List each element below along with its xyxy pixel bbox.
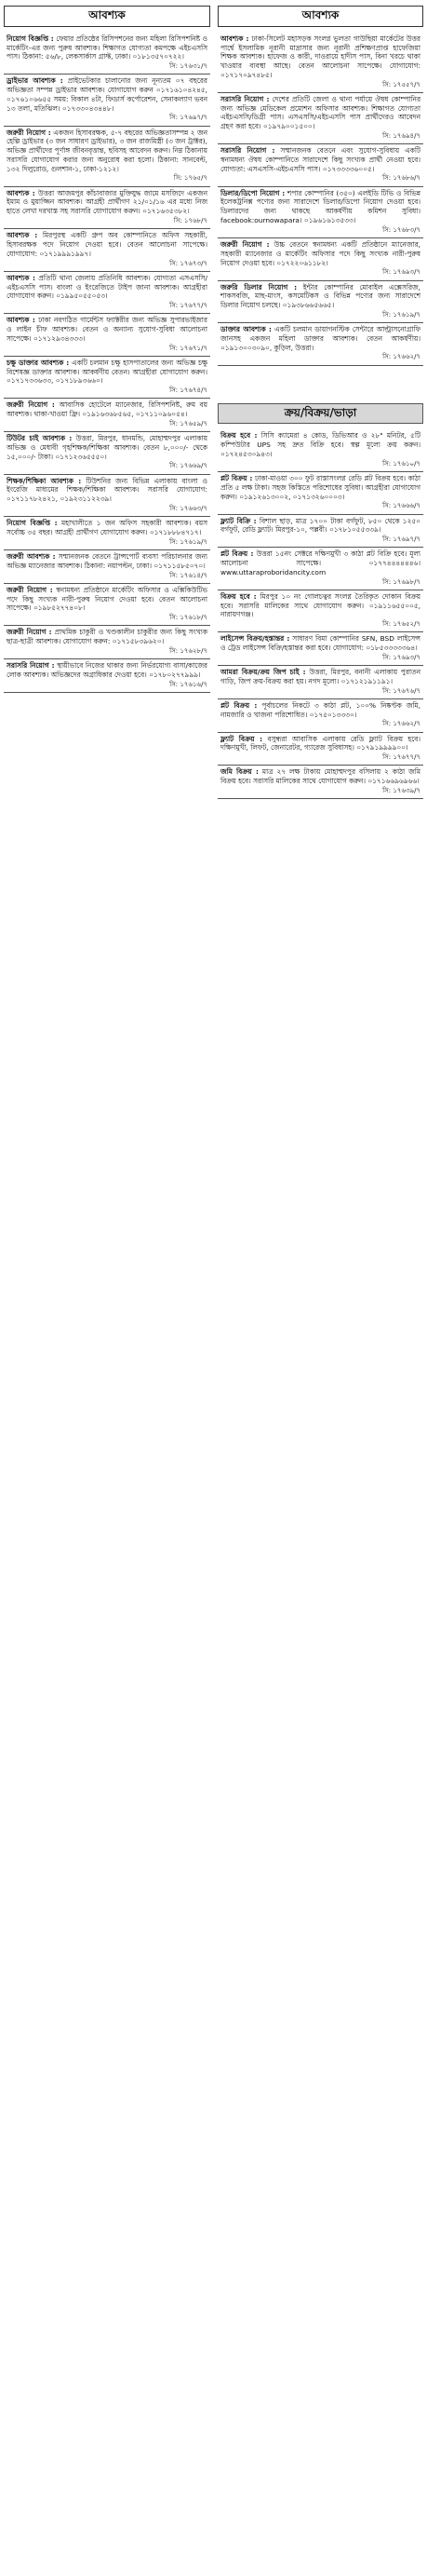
ad-code: সি: ১৭৬৭৬/৭ [382, 686, 420, 695]
ad-heading: আবশ্যক : [220, 34, 249, 43]
left-column [4, 6, 210, 2570]
ad-code: সি: ১৭৬৯৩/৭ [382, 268, 420, 277]
ad-code: সি: ১৭৬৭৩/৭ [169, 259, 207, 267]
ad-code: সি: ১৭৬১৬/৭ [169, 680, 207, 688]
ad-body: মাত্র ২৭ লক্ষ টাকায় মোহাম্মদপুর বসিলায় ২ কাঠা জমি বিক্রয় হবে। সরাসরি মালিকের সাথে যোগাযোগ করুন। ০১৭১৬৬৯৬৯৬৬। [220, 767, 420, 786]
ad-body: টিউশনির জন্য বিভিন্ন এলাকায় বাংলা ও ইংরেজি মাধ্যমের শিক্ষক/শিক্ষিকা আবশ্যক। সরাসরি যোগাযোগ: ০১৭১১৭৮২৪২১, ০১৯২৩১১২২৩৯। [7, 476, 207, 504]
ad-heading: জরুরী আবশ্যক : [7, 551, 56, 561]
ad-heading: আমরা বিক্রয়/ক্রয় জিপ চাই : [220, 668, 306, 677]
ad-heading: প্লট বিক্রয় : [220, 700, 258, 710]
ad-code: সি: ১৭৬৬৯/৭ [169, 462, 207, 470]
ad-body: ইন্টার কোম্পানির মোবাইল এক্সেসরিজ, শাকসবজি, মাছ-মাংস, কসমেটিকস ও বিভিন্ন পণ্যের জন্য সারাদেশে ডিলার নিয়োগ চলছে। ০১৯৩৮৬৬৫৬৬৫। [220, 282, 420, 310]
ad-code: সি: ১৭৬৭১/৭ [169, 344, 207, 352]
ad-body: মহাখালীতে ১ জন অফিস সহকারী আবশ্যক। বয়স সর্বোচ্চ ৩৫ বছর। আগ্রহী প্রার্থীগণ যোগাযোগ করুন। ০১৭১৮৮৮৪৭১৭। [7, 519, 207, 536]
ad-body: মিরপুরস্থ একটি গ্রুপ অব কোম্পানিতে অফিস সহকারী, হিসাবরক্ষক পদে নিয়োগ দেওয়া হবে। বেতন আলোচনা সাপেক্ষে। যোগাযোগ: ০১৭১৯৯৯১৯৯৭। [7, 231, 207, 258]
ad-heading: চক্ষু ডাক্তার আবশ্যক : [7, 358, 70, 367]
ad-code: সি: ১৭৬৮৬/৭ [382, 174, 420, 183]
ad-list-left [4, 33, 210, 693]
ad-code: সি: ১৭৬৫২/৭ [382, 620, 420, 629]
classified-ad [4, 33, 210, 75]
ad-body: উচ্চ বেতনে স্বনামধন্য একটি প্রতিষ্ঠানে ম্যানেজার, সহকারী ম্যানেজার ও মার্কেটিং অফিসার পদে কিছু সংখ্যক নারী-পুরুষ নিয়োগ দেওয়া হবে। ০১৭২২০৬১১৮২। [220, 240, 420, 267]
ad-heading: নিয়োগ বিজ্ঞপ্তি : [7, 519, 58, 528]
ad-heading: জরুরী নিয়োগ : [220, 240, 270, 250]
ad-code: সি: ১৭৬৫/৭ [173, 174, 207, 183]
ad-body: ঢাকা-সিলেট মহাসড়ক সংলগ্ন ভুলতা গাউছিয়া মার্কেটের উত্তর পার্শ্বে ইসলামিক নূরানী মাদ্রাসার জন্য নূরানী প্রশিক্ষণপ্রাপ্ত হাফেজিয়া শিক্ষক আবশ্যক। হাফেজ ও কারী, দাওরায়ে হাদীস পাস, বিনা খরচে থাকা খাওয়ার ব্যবস্থা আছে। বেতন আলোচনা সাপেক্ষে। যোগাযোগ: ০১৭১৭০৯৭৪৮৫। [220, 34, 421, 79]
classified-ad [4, 399, 210, 432]
classified-ad [218, 515, 423, 549]
ad-body: দেশের প্রতিটি জেলা ও থানা পর্যায়ে ঔষধ কোম্পানির জন্য অভিজ্ঞ মেডিকেল প্রমোশন অফিসার আবশ্যক। শিক্ষাগত যোগ্যতা এইচএসসি/ডিগ্রী পাস। এসএসসি/এইচএসসি পাস প্রার্থীদেরও আবেদন গ্রহণ করা হবে। ০১৯৭৯০০১৫০০। [220, 94, 421, 131]
ad-code: সি: ১৭৬৭৭/৭ [169, 302, 207, 310]
ad-body: ঢাকা নবগঠিত গার্মেন্টস ফ্যাক্টরীর জন্য অভিজ্ঞ সুপারভাইজার ও লাইন চীফ আবশ্যক। বেতন ও অন্যান্য সুযোগ-সুবিধা আলোচনা সাপেক্ষে। ০১৭১২৯৩৪৩৩৩। [7, 316, 207, 343]
ad-body: মিরপুর ১০ নং গোলচত্বর সংলগ্ন তৈরিকৃত দোকান বিক্রয় হবে। সরাসরি মালিকের সাথে যোগাযোগ করুন। ০১৯১১৬৫৫০০৫, নারায়ণগঞ্জ। [220, 591, 420, 619]
ad-code: সি: ১৭৬৯৭/৭ [169, 114, 207, 122]
ad-body: একটি চলমান ডায়াগনস্টিক সেন্টারে আল্ট্রাসনোগ্রাফি জানসহ একজন মহিলা ডাক্তার আবশ্যক। বেতন আকর্ষণীয়। ০১৯১৩০০৩০৯০, কুড়িল, উত্তরা। [220, 325, 420, 352]
classified-ad [218, 472, 423, 515]
classified-ad [218, 429, 423, 472]
classified-ad [218, 548, 423, 590]
ad-body: সম্মানজনক বেতনে এবং সুযোগ-সুবিধায় একটি স্বনামধন্য ঔষধ কোম্পানিতে সারাদেশে কিছু সংখ্যক প্রার্থী নেওয়া হবে। যোগ্যতা: এসএসসি-এইচএসসি পাস। ০১৭৩৩৩৩৬০০৫। [220, 146, 420, 173]
ad-heading: টিউটর চাই আবশ্যক : [7, 434, 73, 443]
ad-body: ঢাকা-মাওয়া ৩০০ ফুট রাস্তাসংলগ্ন রেডি প্লট বিক্রয় হবে। কাঠা প্রতি ৫ লক্ষ টাকা। সহজ কিস্তিতে পরিশোধের সুবিধা। আগ্রহীরা যোগাযোগ করুন। ০১৯১২৬১৩০০২, ০১৭১৩২৬০০০৩। [220, 473, 420, 501]
ad-heading: সরাসরি নিয়োগ : [7, 661, 55, 671]
ad-heading: লাইসেন্স বিক্রয়/হস্তান্তর : [220, 634, 290, 644]
ad-heading: জরুরী নিয়োগ : [7, 628, 52, 637]
classified-ad [4, 272, 210, 315]
classified-ad [4, 357, 210, 400]
ad-heading: ডিলার/ডিপো নিয়োগ : [220, 188, 286, 197]
ad-heading: জরুরী নিয়োগ : [7, 400, 55, 410]
ad-body: স্থায়ীভাবে নিজের থাকার জন্য নির্ভরযোগ্য বাসা/কাজের লোক আবশ্যক। অভিজ্ঞদের অগ্রাধিকার দেওয়া হবে। ০১৭৮০২৭৭৯৯৯। [7, 661, 208, 679]
ad-heading: ড্রাইভার আবশ্যক : [7, 76, 63, 86]
ad-code: সি: ১৭৬১৯/৭ [169, 537, 207, 546]
ad-heading: নিয়োগ বিজ্ঞপ্তি : [7, 34, 54, 43]
classified-ad [4, 75, 210, 126]
ad-code: সি: ১৭৬৮৩/৭ [382, 225, 420, 234]
ad-body: সাধারণ বিমা কোম্পানির SFN, BSD লাইসেন্স ও ট্রেড লাইসেন্স বিক্রি/হস্তান্তর করা হবে। যোগাযোগ: ০১৮৫৩৩৩৩৩৬৪। [220, 634, 420, 653]
ad-code: সি: ১৭৬৩৯/৭ [382, 786, 420, 794]
ad-body: ফেয়ার প্রতিষ্ঠের রিসিপশনের জন্য মহিলা রিসিপশনিষ্ট ও মার্কেটিং-এর জন্য পুরুষ আবশ্যক। শিক্ষাগত যোগ্যতা কমপক্ষে এইচএসসি পাস। ঠিকানা: ৫৬/৮, লেকসার্কাস গ্রাফ্ট, ঢাকা। ০১৮১৩৫৭০৭২২। [7, 34, 207, 61]
ad-code: সি: ১৭৬১০/৭ [382, 459, 420, 468]
classified-ad [218, 93, 423, 144]
ad-code: সি: ১৭৬৯৩/৭ [382, 653, 420, 661]
classified-ad [4, 314, 210, 357]
ad-code: সি: ১৭৫৫৭/৭ [382, 80, 420, 88]
ad-heading: ফ্ল্যাট বিক্রয় : [220, 734, 263, 743]
section-header-wanted-left: আবশ্যক [4, 6, 210, 27]
ad-code: সি: ১৭৬৮/৭ [173, 217, 207, 225]
ad-heading: আবশ্যক : [7, 231, 38, 240]
classified-ad [218, 733, 423, 766]
ad-body: প্রাথমিক চাকুরী ও খণ্ডকালীন চাকুরীর জন্য কিছু সংখ্যক ছাত্র-ছাত্রী আবশ্যক। যোগাযোগ করুন: ০১৭১৫৮৩৯৬২০। [7, 628, 207, 646]
ad-body: স্বনামধন্য প্রতিষ্ঠানে মার্কেটিং অফিসার ও এক্সিকিউটিভ পদে কিছু সংখ্যক নারী-পুরুষ নিয়োগ দেওয়া হবে। বেতন আলোচনা সাপেক্ষে। ০১৯৮৫২৭৭৪০৮। [7, 585, 207, 613]
ad-body: উত্তরা, মিরপুর, ধানমন্ডি, মোহাম্মদপুর এলাকায় অভিজ্ঞ ও মেধাবী গৃহশিক্ষক/শিক্ষিকা আবশ্যক। বেতন ৮,০০০/- থেকে ১৫,০০০/- টাকা। ০১৭১২৩৬৫৫৫০। [7, 434, 207, 461]
ad-body: সিসি ক্যামেরা ৪ কোড, ডিভিআর ও ২৮" মনিটর, ৫টি কম্পিউটার UPS সহ দ্রুত বিক্রি হবে। স্বল্প মূল্যে ক্রয় করুন। ০১৭২৪৫৩০৯৪৩। [220, 431, 420, 458]
ad-code: সি: ১৭৬৬২/৭ [382, 720, 420, 728]
classified-ad [218, 766, 423, 799]
ad-heading: জরুরী নিয়োগ : [7, 128, 51, 137]
classified-ad [218, 144, 423, 187]
ad-body: উত্তরা, মিরপুর, বনানী এলাকায় পুরাতন গাড়ি, জিপ ক্রয়-বিক্রয় করা হয়। নগদ মূল্যে। ০১৭১২১৯১১৯১। [220, 668, 420, 685]
ad-code: সি: ১৭৬৯৮/৭ [382, 577, 420, 586]
ad-code: সি: ১৭৬৬২/৭ [382, 353, 420, 361]
ad-list-buy-sell [218, 429, 423, 799]
ad-code: সি: ১৭৬৭৭/৭ [382, 753, 420, 762]
ad-body: উত্তরা আজমপুর কাঁচাবাজার মুক্তিযুদ্ধ জামে মসজিদে একজন ইমাম ও মুয়াজ্জিন আবশ্যক। আগ্রহী প্রার্থীগণ ২১/০১/১৬ এর মধ্যে নিজ হাতে লেখা দরখাস্ত সহ সরাসরি যোগাযোগ করুন। ০১৭১৬৩৫৩৮২। [7, 188, 207, 216]
ad-code: সি: ১৭৬৯৭/৭ [382, 536, 420, 544]
ad-code: সি: ১৭৬১৪/৭ [169, 571, 207, 579]
ad-heading: সরাসরি নিয়োগ : [220, 146, 275, 156]
ad-heading: ডাক্তার আবশ্যক : [220, 325, 272, 334]
ad-body: পূর্বাচলের নিকটে ৩ কাঠা প্লট, ১০০% নিষ্কণ্টক জমি, নামজারি ও খাজনা পরিশোধিত। ০১৭৫০১৩৩৩০। [220, 700, 421, 719]
classified-ad [218, 632, 423, 666]
ad-body: সম্মানজনক বেতনে ট্রান্সপোর্ট ব্যবসা পরিচালনার জন্য অভিজ্ঞ ম্যানেজার আবশ্যক। ঠিকানা: নয়াপল্টন, ঢাকা। ০১৭১১৫৮৫০৭০। [7, 551, 207, 570]
ad-heading: বিক্রয় হবে : [220, 591, 257, 601]
section-header-wanted-right: আবশ্যক [218, 6, 423, 27]
ad-body: একজন হিসাবরক্ষক, ৫-৭ বছরের অভিজ্ঞতাসম্পন্ন ২ জন হেল্পি ড্রাইভার (৩ জন সাধারণ ড্রাইভার), ৩ জন রাজমিস্ত্রী (৩ জন ট্রাক্টর), অভিজ্ঞ প্রার্থীদের পূর্ণাঙ্গ জীবনবৃত্তান্ত, ছবিসহ আবেদন করুন। নিম্ন ঠিকানায় সরাসরি যোগাযোগ করার জন্য অনুরোধ করা হলো। ঠিকানা: সানবেল্ট, ১৩২ দিলুরোড, গুলশান-১, ঢাকা-১২১২। [7, 128, 208, 173]
classified-ad [4, 659, 210, 693]
ad-heading: আবশ্যক : [7, 316, 35, 325]
classified-ad [4, 584, 210, 627]
ad-body: উত্তরা ১৫নং সেক্টরে দক্ষিণমুখী ৩ কাঠা প্লট বিক্রি হবে। মূল্য আলোচনা সাপেক্ষে। ০১৭৭৪৪৪৪৪৪৬। www.uttaraproboridancity.com [220, 549, 420, 576]
classified-ad [4, 626, 210, 659]
right-column [218, 6, 423, 2570]
ad-code: সি: ১৭৬৩১/৭ [169, 62, 207, 71]
ad-code: সি: ১৭৬১৯/৭ [382, 310, 420, 319]
ad-heading: বিক্রয় হবে : [220, 431, 258, 441]
classified-ad [218, 238, 423, 281]
classified-ad [218, 699, 423, 733]
classified-ad [4, 229, 210, 272]
ad-heading: ফ্ল্যাট বিক্রি : [220, 516, 257, 525]
classified-ad [218, 590, 423, 633]
ad-body: প্রতিটি থানা জেলায় প্রতিনিধি আবশ্যক। যোগ্যতা এসএসসি/এইচএসসি পাস। বাংলা ও ইংরেজিতে টাইপ জানা আবশ্যক। আগ্রহীরা যোগাযোগ করুন। ০১৯৯৫০৫৫০৫৩। [7, 273, 207, 301]
ad-heading: জমি বিক্রয় : [220, 767, 259, 777]
ad-body: বসুন্ধরা আবাসিক এলাকায় রেডি ফ্ল্যাট বিক্রয় হবে। দক্ষিণমুখী, লিফট, জেনারেটর, গ্যারেজ সুবিধাসহ। ০১৭৯১৯৯৯৯০০। [220, 734, 420, 752]
ad-body: বিশাল ছাড়, মাত্র ১৭০০ টাকা বর্গফুট, ৮৫০ থেকে ১২৫০ বর্গফুট, রেডি ফ্ল্যাট। মিরপুর-১০, পল্লবী। ০১৭৮১০৫৫৩৩৯। [220, 516, 420, 535]
ad-code: সি: ১৭৬৫৯/৭ [169, 419, 207, 427]
ad-heading: সরাসরি নিয়োগ : [220, 94, 270, 103]
classified-ad [218, 187, 423, 238]
classified-ad [4, 432, 210, 475]
classified-ad [4, 127, 210, 187]
ad-heading: জরুরী নিয়োগ : [7, 585, 53, 594]
ad-body: আবাসিক হোটেলে ম্যানেজার, রিসিপশনিষ্ট, রুম বয় আবশ্যক। থাকা-খাওয়া ফ্রি। ০১৯১৬৩৬৮৫৬৫, ০১৭১১০৯৬০৫৪। [7, 400, 207, 419]
ad-code: সি: ১৭৬৬৩/৭ [169, 504, 207, 512]
ad-code: সি: ১৭৬১৮/৭ [169, 614, 207, 622]
ad-heading: আবশ্যক : [7, 273, 35, 282]
ad-body: শপার কোম্পানির (৩৫০) এলইডি টিভি ও বিভিন্ন ইলেকট্রনিক্স পণ্যের জন্য সারাদেশে ডিলার/ডিপো নিয়োগ দেওয়া হবে। ডিলারদের জন্য থাকছে আকর্ষণীয় কমিশন সুবিধা। facebook:ournowapara। ০১৯৬১৬১৩৫৩৩। [220, 188, 421, 225]
ad-heading: শিক্ষক/শিক্ষিকা আবশ্যক : [7, 476, 82, 485]
classified-ad [218, 323, 423, 366]
section-header-buy-sell-rent: ক্রয়/বিক্রয়/ভাড়া [218, 403, 423, 425]
ad-body: একটি চলমান চক্ষু হাসপাতালের জন্য অভিজ্ঞ চক্ষু বিশেষজ্ঞ ডাক্তার আবশ্যক। আকর্ষণীয় বেতন। আগ্রহীরা যোগাযোগ করুন। ০১৭১৭৩৩৬৩৩, ০১৭১৮৯৩৬৬০। [7, 358, 207, 386]
classified-ad [4, 187, 210, 230]
ad-code: সি: ১৭৬৭৪/৭ [169, 386, 207, 395]
classified-ad [218, 666, 423, 699]
classified-ad [4, 517, 210, 550]
ad-code: সি: ১৭৬৬৬/৭ [382, 502, 420, 510]
ad-heading: জরুরি ডিলার নিয়োগ : [220, 282, 298, 291]
ad-list-right [218, 33, 423, 366]
classified-ad [4, 475, 210, 518]
classified-ad [218, 281, 423, 324]
classified-ad [218, 33, 423, 93]
ad-code: সি: ১৭৬২৮/৭ [169, 646, 207, 655]
ad-heading: প্লট বিক্রয় : [220, 473, 253, 482]
ad-code: সি: ১৭৬৯৪/৭ [382, 131, 420, 140]
ad-heading: আবশ্যক : [7, 188, 35, 197]
ad-heading: প্লট বিক্রয় : [220, 549, 254, 559]
ad-body: প্রাইভেটকার চালানোর জন্য নূন্যতম ০৭ বছরের অভিজ্ঞতা সম্পন্ন ড্রাইভার আবশ্যক। যোগাযোগ করুন ০১৭১৬১০৪২৪৫, ০১৭৬১০৬৬৫৫ সময়: বিকাল ৪টা, ফিডার্স কর্পোরেশন, সেনাকল্যাণ ভবন ১৩ তলা, মতিঝিল। ০১৭৩৩০৪৩৪৪৮। [7, 76, 207, 113]
classified-ad [4, 550, 210, 584]
